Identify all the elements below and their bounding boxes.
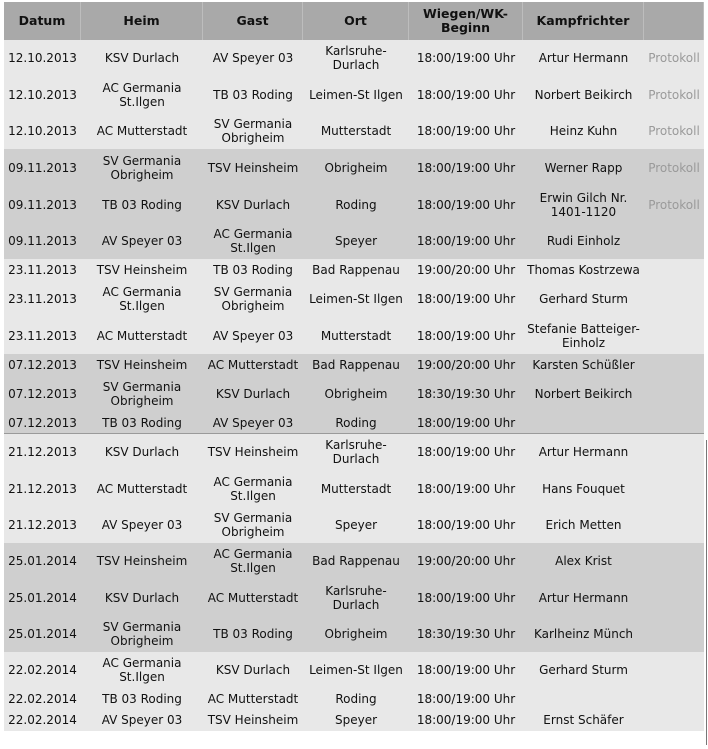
schedule-body (4, 40, 704, 731)
cell-protokoll (644, 652, 704, 688)
cell-heim: AV Speyer 03 (81, 709, 203, 731)
cell-heim: TSV Heinsheim (81, 259, 203, 281)
cell-zeit: 18:00/19:00 Uhr (409, 709, 523, 731)
cell-datum: 22.02.2014 (4, 688, 81, 709)
cell-heim: SV Germania Obrigheim (81, 376, 203, 412)
cell-ort: Obrigheim (303, 149, 409, 186)
cell-heim: AC Mutterstadt (81, 113, 203, 149)
cell-ort: Mutterstadt (303, 113, 409, 149)
cell-datum: 23.11.2013 (4, 317, 81, 354)
schedule-table (4, 2, 704, 731)
cell-ort: Bad Rappenau (303, 543, 409, 579)
cell-gast: SV Germania Obrigheim (203, 281, 303, 317)
cell-datum: 07.12.2013 (4, 376, 81, 412)
cell-heim: SV Germania Obrigheim (81, 616, 203, 652)
cell-zeit: 18:00/19:00 Uhr (409, 76, 523, 113)
cell-datum: 12.10.2013 (4, 40, 81, 76)
cell-protokoll (644, 40, 704, 76)
cell-kampfrichter (523, 688, 644, 709)
cell-kampfrichter: Ernst Schäfer (523, 709, 644, 731)
col-header-protokoll (644, 2, 704, 40)
table-row (4, 354, 704, 376)
cell-protokoll (644, 149, 704, 186)
cell-heim: AC Germania St.Ilgen (81, 76, 203, 113)
table-row (4, 543, 704, 579)
cell-ort: Karlsruhe-Durlach (303, 40, 409, 76)
cell-zeit: 18:00/19:00 Uhr (409, 40, 523, 76)
table-edge-line (706, 440, 707, 745)
cell-zeit: 18:00/19:00 Uhr (409, 579, 523, 616)
cell-ort: Karlsruhe-Durlach (303, 433, 409, 470)
cell-ort: Karlsruhe-Durlach (303, 579, 409, 616)
cell-ort: Roding (303, 688, 409, 709)
cell-gast: KSV Durlach (203, 376, 303, 412)
cell-kampfrichter (523, 412, 644, 433)
cell-zeit: 18:00/19:00 Uhr (409, 113, 523, 149)
table-row (4, 709, 704, 731)
table-row (4, 470, 704, 507)
cell-heim: AV Speyer 03 (81, 223, 203, 259)
cell-ort: Roding (303, 412, 409, 433)
cell-ort: Roding (303, 186, 409, 223)
cell-kampfrichter: Gerhard Sturm (523, 281, 644, 317)
col-header-kampfrichter: Kampfrichter (523, 2, 644, 40)
cell-gast: TSV Heinsheim (203, 149, 303, 186)
cell-zeit: 18:00/19:00 Uhr (409, 507, 523, 543)
col-header-ort: Ort (303, 2, 409, 40)
cell-protokoll (644, 317, 704, 354)
cell-kampfrichter: Norbert Beikirch (523, 376, 644, 412)
cell-kampfrichter: Gerhard Sturm (523, 652, 644, 688)
cell-zeit: 18:30/19:30 Uhr (409, 376, 523, 412)
table-row (4, 259, 704, 281)
col-header-datum: Datum (4, 2, 81, 40)
protokoll-link[interactable]: Protokoll (648, 87, 700, 102)
cell-gast: AC Germania St.Ilgen (203, 223, 303, 259)
cell-zeit: 18:00/19:00 Uhr (409, 223, 523, 259)
protokoll-link[interactable]: Protokoll (648, 124, 700, 138)
cell-ort: Obrigheim (303, 376, 409, 412)
cell-zeit: 19:00/20:00 Uhr (409, 543, 523, 579)
cell-kampfrichter: Thomas Kostrzewa (523, 259, 644, 281)
cell-kampfrichter: Heinz Kuhn (523, 113, 644, 149)
cell-gast: AC Mutterstadt (203, 688, 303, 709)
table-row (4, 186, 704, 223)
cell-zeit: 19:00/20:00 Uhr (409, 354, 523, 376)
cell-zeit: 19:00/20:00 Uhr (409, 259, 523, 281)
cell-protokoll (644, 579, 704, 616)
cell-heim: KSV Durlach (81, 433, 203, 470)
cell-heim: AC Germania St.Ilgen (81, 652, 203, 688)
cell-gast: SV Germania Obrigheim (203, 507, 303, 543)
table-row (4, 149, 704, 186)
table-row (4, 579, 704, 616)
cell-protokoll (644, 709, 704, 731)
cell-kampfrichter: Rudi Einholz (523, 223, 644, 259)
col-header-wiegen: Wiegen/WK-Beginn (409, 2, 523, 40)
protokoll-link[interactable]: Protokoll (648, 160, 700, 175)
cell-protokoll (644, 259, 704, 281)
cell-zeit: 18:00/19:00 Uhr (409, 470, 523, 507)
cell-heim: TSV Heinsheim (81, 543, 203, 579)
cell-datum: 09.11.2013 (4, 149, 81, 186)
cell-gast: AC Mutterstadt (203, 579, 303, 616)
cell-heim: AC Germania St.Ilgen (81, 281, 203, 317)
cell-kampfrichter: Norbert Beikirch (523, 76, 644, 113)
cell-datum: 25.01.2014 (4, 616, 81, 652)
cell-datum: 22.02.2014 (4, 709, 81, 731)
cell-gast: AC Germania St.Ilgen (203, 543, 303, 579)
cell-datum: 23.11.2013 (4, 281, 81, 317)
cell-datum: 21.12.2013 (4, 507, 81, 543)
cell-heim: TB 03 Roding (81, 688, 203, 709)
header-row (4, 2, 704, 40)
table-row (4, 376, 704, 412)
cell-datum: 25.01.2014 (4, 543, 81, 579)
table-row (4, 40, 704, 76)
cell-gast: TB 03 Roding (203, 616, 303, 652)
cell-gast: AC Germania St.Ilgen (203, 470, 303, 507)
table-row (4, 507, 704, 543)
cell-heim: AV Speyer 03 (81, 507, 203, 543)
cell-ort: Speyer (303, 507, 409, 543)
cell-gast: AV Speyer 03 (203, 40, 303, 76)
cell-heim: SV Germania Obrigheim (81, 149, 203, 186)
cell-protokoll (644, 113, 704, 149)
col-header-gast: Gast (203, 2, 303, 40)
cell-kampfrichter: Artur Hermann (523, 40, 644, 76)
cell-heim: TB 03 Roding (81, 412, 203, 433)
cell-gast: KSV Durlach (203, 652, 303, 688)
cell-kampfrichter: Artur Hermann (523, 579, 644, 616)
cell-datum: 23.11.2013 (4, 259, 81, 281)
cell-ort: Mutterstadt (303, 317, 409, 354)
cell-gast: KSV Durlach (203, 186, 303, 223)
cell-protokoll (644, 507, 704, 543)
cell-datum: 25.01.2014 (4, 579, 81, 616)
cell-ort: Leimen-St Ilgen (303, 76, 409, 113)
cell-protokoll (644, 354, 704, 376)
cell-protokoll (644, 186, 704, 223)
cell-heim: AC Mutterstadt (81, 470, 203, 507)
cell-gast: TB 03 Roding (203, 259, 303, 281)
table-row (4, 281, 704, 317)
cell-zeit: 18:00/19:00 Uhr (409, 433, 523, 470)
cell-datum: 21.12.2013 (4, 433, 81, 470)
cell-heim: TSV Heinsheim (81, 354, 203, 376)
cell-datum: 07.12.2013 (4, 412, 81, 433)
table-row (4, 317, 704, 354)
cell-protokoll (644, 543, 704, 579)
cell-protokoll (644, 616, 704, 652)
cell-heim: KSV Durlach (81, 579, 203, 616)
cell-protokoll (644, 688, 704, 709)
cell-gast: TSV Heinsheim (203, 433, 303, 470)
table-row (4, 412, 704, 433)
cell-ort: Leimen-St Ilgen (303, 652, 409, 688)
cell-kampfrichter: Hans Fouquet (523, 470, 644, 507)
cell-gast: AV Speyer 03 (203, 317, 303, 354)
cell-ort: Leimen-St Ilgen (303, 281, 409, 317)
cell-ort: Mutterstadt (303, 470, 409, 507)
cell-heim: TB 03 Roding (81, 186, 203, 223)
table-row (4, 433, 704, 470)
cell-protokoll (644, 433, 704, 470)
cell-datum: 09.11.2013 (4, 186, 81, 223)
cell-gast: AC Mutterstadt (203, 354, 303, 376)
cell-kampfrichter: Erwin Gilch Nr. 1401-1120 (523, 186, 644, 223)
cell-datum: 07.12.2013 (4, 354, 81, 376)
cell-protokoll (644, 412, 704, 433)
cell-zeit: 18:00/19:00 Uhr (409, 149, 523, 186)
cell-heim: AC Mutterstadt (81, 317, 203, 354)
table-row (4, 616, 704, 652)
cell-datum: 22.02.2014 (4, 652, 81, 688)
cell-kampfrichter: Karsten Schüßler (523, 354, 644, 376)
cell-gast: TB 03 Roding (203, 76, 303, 113)
cell-gast: TSV Heinsheim (203, 709, 303, 731)
cell-gast: AV Speyer 03 (203, 412, 303, 433)
cell-kampfrichter: Erich Metten (523, 507, 644, 543)
cell-ort: Bad Rappenau (303, 259, 409, 281)
cell-datum: 09.11.2013 (4, 223, 81, 259)
table-row (4, 688, 704, 709)
cell-zeit: 18:00/19:00 Uhr (409, 317, 523, 354)
cell-protokoll (644, 281, 704, 317)
cell-zeit: 18:00/19:00 Uhr (409, 412, 523, 433)
cell-kampfrichter: Alex Krist (523, 543, 644, 579)
cell-heim: KSV Durlach (81, 40, 203, 76)
cell-zeit: 18:00/19:00 Uhr (409, 186, 523, 223)
col-header-heim: Heim (81, 2, 203, 40)
table-row (4, 76, 704, 113)
table-row (4, 113, 704, 149)
cell-datum: 12.10.2013 (4, 76, 81, 113)
cell-kampfrichter: Artur Hermann (523, 433, 644, 470)
table-row (4, 652, 704, 688)
cell-zeit: 18:30/19:30 Uhr (409, 616, 523, 652)
cell-datum: 12.10.2013 (4, 113, 81, 149)
cell-kampfrichter: Karlheinz Münch (523, 616, 644, 652)
protokoll-link[interactable]: Protokoll (648, 51, 700, 65)
cell-kampfrichter: Werner Rapp (523, 149, 644, 186)
cell-protokoll (644, 76, 704, 113)
cell-datum: 21.12.2013 (4, 470, 81, 507)
cell-zeit: 18:00/19:00 Uhr (409, 652, 523, 688)
protokoll-link[interactable]: Protokoll (648, 197, 700, 212)
cell-ort: Bad Rappenau (303, 354, 409, 376)
cell-protokoll (644, 470, 704, 507)
table-row (4, 223, 704, 259)
cell-kampfrichter: Stefanie Batteiger-Einholz (523, 317, 644, 354)
cell-zeit: 18:00/19:00 Uhr (409, 281, 523, 317)
cell-zeit: 18:00/19:00 Uhr (409, 688, 523, 709)
cell-ort: Obrigheim (303, 616, 409, 652)
cell-ort: Speyer (303, 223, 409, 259)
cell-protokoll (644, 223, 704, 259)
cell-ort: Speyer (303, 709, 409, 731)
cell-protokoll (644, 376, 704, 412)
cell-gast: SV Germania Obrigheim (203, 113, 303, 149)
